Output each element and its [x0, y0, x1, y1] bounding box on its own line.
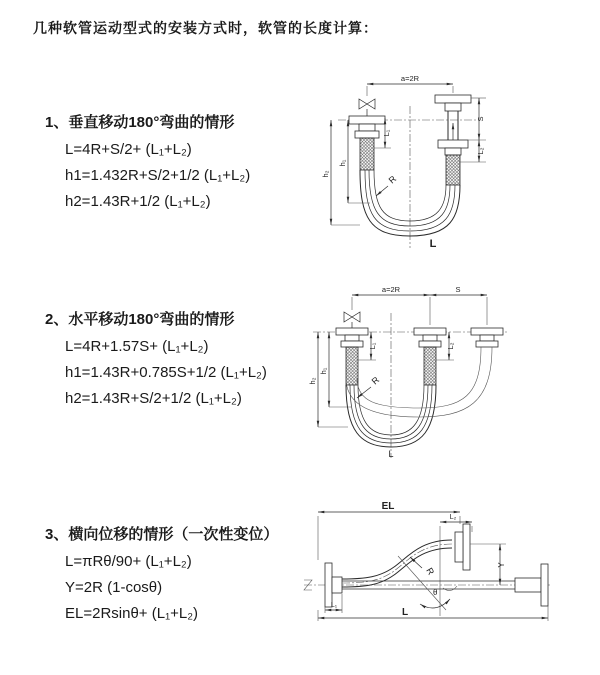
dim-label-span: a=2R — [400, 74, 420, 83]
diagram-horizontal-180-bend — [303, 283, 533, 468]
dim-label-y: Y — [497, 562, 506, 568]
section-heading: 1、垂直移动180°弯曲的情形 — [45, 114, 235, 131]
formula-block — [45, 334, 267, 412]
section-heading: 2、水平移动180°弯曲的情形 — [45, 311, 235, 328]
dim-label-el: EL — [381, 501, 395, 512]
formula-block — [45, 549, 278, 627]
formula-line: h2=1.43R+S/2+1/2 (L₁+L₂) — [65, 390, 242, 407]
upper-right-flange — [455, 524, 470, 570]
dim-label-length: L — [401, 607, 409, 618]
lower-right-flange — [515, 564, 548, 606]
formula-line: Y=2R (1-cosθ) — [65, 579, 163, 596]
dim-label-span: a=2R — [381, 285, 401, 294]
span-dimension — [367, 74, 453, 96]
dim-label-h2: h₂ — [308, 377, 317, 385]
valve-icon — [344, 312, 360, 328]
dim-label-l2: L₂ — [449, 514, 457, 521]
s-l2-dimensions — [460, 98, 486, 162]
displaced-hose-fitting — [471, 328, 503, 347]
section-heading: 3、横向位移的情形（一次性变位） — [45, 526, 279, 543]
dim-label-l2: L₂ — [446, 342, 455, 350]
dim-label-length: L — [388, 449, 394, 459]
hose-s-curve — [342, 540, 452, 587]
dim-label-l1: L₁ — [382, 129, 391, 137]
y-dimension — [470, 544, 506, 585]
section-lateral-displacement — [45, 523, 278, 627]
formula-line: L=4R+S/2+ (L₁+L₂) — [65, 141, 192, 158]
formula-line: EL=2Rsinθ+ (L₁+L₂) — [65, 605, 199, 622]
right-hose-fitting — [435, 95, 471, 185]
left-hose-fitting — [336, 328, 368, 385]
formula-line: h2=1.43R+1/2 (L₁+L₂) — [65, 193, 211, 210]
formula-line: h1=1.432R+S/2+1/2 (L₁+L₂) — [65, 167, 251, 184]
radius-callout — [357, 374, 382, 398]
dim-label-length: L — [429, 238, 437, 250]
dim-label-h2: h₂ — [321, 170, 330, 178]
dim-label-r: R — [424, 566, 437, 577]
dim-label-theta: θ — [433, 588, 438, 597]
formula-line: L=4R+1.57S+ (L₁+L₂) — [65, 338, 209, 355]
dim-label-l1: L₁ — [330, 602, 338, 609]
radius-callout — [376, 173, 399, 196]
valve-icon — [359, 99, 375, 116]
dim-label-h1: h₁ — [319, 367, 328, 375]
diagram-lateral-displacement — [300, 498, 580, 648]
span-dimension — [352, 285, 487, 325]
diagram-vertical-180-bend — [308, 68, 558, 253]
section-horizontal-180 — [45, 308, 267, 412]
displaced-hose-u-bend — [346, 347, 492, 417]
left-hose-fitting — [349, 116, 385, 170]
dim-label-l1: L₁ — [368, 342, 377, 350]
dim-label-s: S — [476, 116, 485, 122]
formula-line: h1=1.43R+0.785S+1/2 (L₁+L₂) — [65, 364, 267, 381]
dim-label-h1: h₁ — [338, 159, 347, 167]
dim-label-l2: L₂ — [476, 147, 485, 155]
page-title: 几种软管运动型式的安装方式时，软管的长度计算： — [33, 20, 378, 36]
dim-label-r: R — [386, 173, 399, 186]
formula-block — [45, 137, 250, 215]
el-dimension — [318, 501, 460, 560]
dim-label-s: S — [455, 285, 461, 294]
middle-hose-fitting — [414, 328, 446, 385]
dim-label-r: R — [369, 374, 382, 387]
formula-line: L=πRθ/90+ (L₁+L₂) — [65, 553, 192, 570]
section-vertical-180 — [45, 111, 250, 215]
